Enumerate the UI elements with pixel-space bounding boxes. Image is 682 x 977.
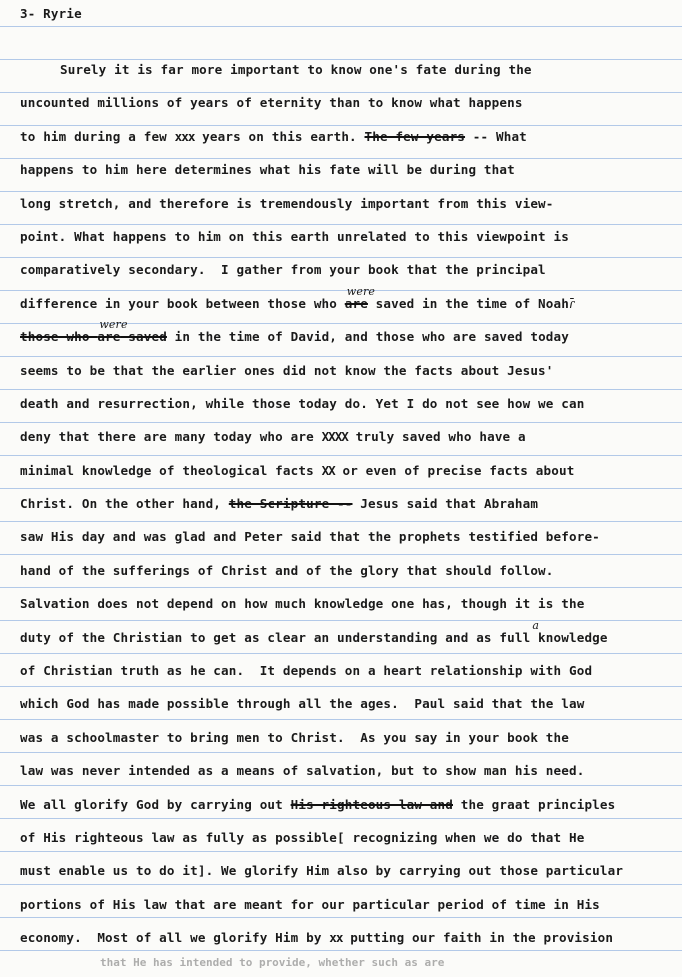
line-text: Surely it is far more important to know one's fate during the [60,62,532,77]
typed-over-text: XX [321,462,335,478]
handwritten-mark: ɾ̄ [569,295,575,311]
bleed-through-text: that He has intended to provide, whether such as are [100,956,445,969]
line-text: saved in the time of Noah [367,295,569,311]
typed-over-text: xxx [174,128,195,144]
line-text: difference in your book between those who [20,295,345,311]
text-line-26 [20,896,680,929]
handwritten-insert: were [346,284,376,298]
line-text: years on this earth. [194,128,365,144]
line-text: Christ. On the other hand, [20,496,229,512]
text-line-16 [20,562,680,595]
text-line-1 [20,61,680,94]
text-line-22 [20,762,680,795]
line-text: Jesus said that Abraham [352,496,539,512]
text-line-20 [20,695,680,728]
handwritten-insert: a [532,618,540,632]
text-line-4 [20,161,680,194]
text-line-13 [20,462,680,495]
struck-text: are [97,329,121,345]
text-line-12 [20,428,680,461]
typed-over-text: XXXX [321,429,348,445]
text-line-11 [20,395,680,428]
struck-text: those who [20,329,98,345]
line-text: seems to be that the earlier ones did not know the facts about Jesus' [20,362,554,378]
line-text: -- What [465,128,527,144]
line-text: duty of the Christian to get as clear an understanding and as full [20,629,531,645]
text-line-3 [20,128,680,161]
line-text: point. What happens to him on this earth unrelated to this viewpoint is [20,228,569,244]
line-text: comparatively secondary. I gather from your book that the principal [20,262,546,278]
struck-text: saved [120,329,167,345]
line-text: economy. Most of all we glorify Him by [20,930,330,946]
text-line-10 [20,362,680,395]
text-line-6 [20,228,680,261]
line-text: in the time of David, and those who are saved today [166,329,570,345]
line-text: uncounted millions of years of eternity than to know what happens [20,95,523,111]
page-label: 3- Ryrie [20,6,82,21]
line-text: putting our faith in the provision [342,930,614,946]
line-text: of Christian truth as he can. It depends on a heart relationship with God [20,663,593,679]
handwritten-correction [344,284,376,311]
line-text: death and resurrection, while those today do. Yet I do not see how we can [20,395,585,411]
struck-text: The few years [364,128,466,144]
line-text: happens to him here determines what his fate will be during that [20,162,515,178]
text-line-24 [20,829,680,862]
text-line-2 [20,94,680,127]
line-text: the graat principles [453,796,616,812]
text-line-21 [20,729,680,762]
text-line-23 [20,796,680,829]
struck-text: are [344,295,368,311]
line-text: was a schoolmaster to bring men to Christ. As you say in your book the [20,729,569,745]
text-line-5 [20,195,680,228]
typed-over-text: xx [329,930,343,946]
line-text: hand of the sufferings of Christ and of the glory that should follow. [20,562,554,578]
line-text: of His righteous law as fully as possible[ recognizing when we do that He [20,829,585,845]
line-text: truly saved who have a [347,429,526,445]
text-line-25 [20,862,680,895]
line-text: long stretch, and therefore is tremendously important from this view- [20,195,554,211]
text-line-15 [20,528,680,561]
line-text: to him during a few [20,128,175,144]
line-text: knowledge [530,629,608,645]
text-line-19 [20,662,680,695]
text-line-14 [20,495,680,528]
line-text: portions of His law that are meant for our particular period of time in His [20,896,600,912]
line-text: must enable us to do it]. We glorify Him also by carrying out those particular [20,863,624,879]
handwritten-insert: were [99,318,128,332]
line-text: minimal knowledge of theological facts [20,462,322,478]
line-text: We all glorify God by carrying out [20,796,291,812]
struck-text: His righteous law and [290,796,453,812]
letter-body [20,61,680,963]
struck-text: the Scripture -- [228,496,353,512]
text-line-9 [20,318,680,361]
page-header [20,6,82,21]
handwritten-correction [97,318,128,345]
line-text: deny that there are many today who are [20,429,322,445]
line-text: law was never intended as a means of salvation, but to show man his need. [20,763,585,779]
text-line-18 [20,618,680,662]
line-text: Salvation does not depend on how much knowledge one has, though it is the [20,596,585,612]
line-text: or even of precise facts about [334,462,575,478]
line-text: which God has made possible through all the ages. Paul said that the law [20,696,585,712]
line-text: saw His day and was glad and Peter said that the prophets testified before- [20,529,600,545]
text-line-17 [20,595,680,628]
